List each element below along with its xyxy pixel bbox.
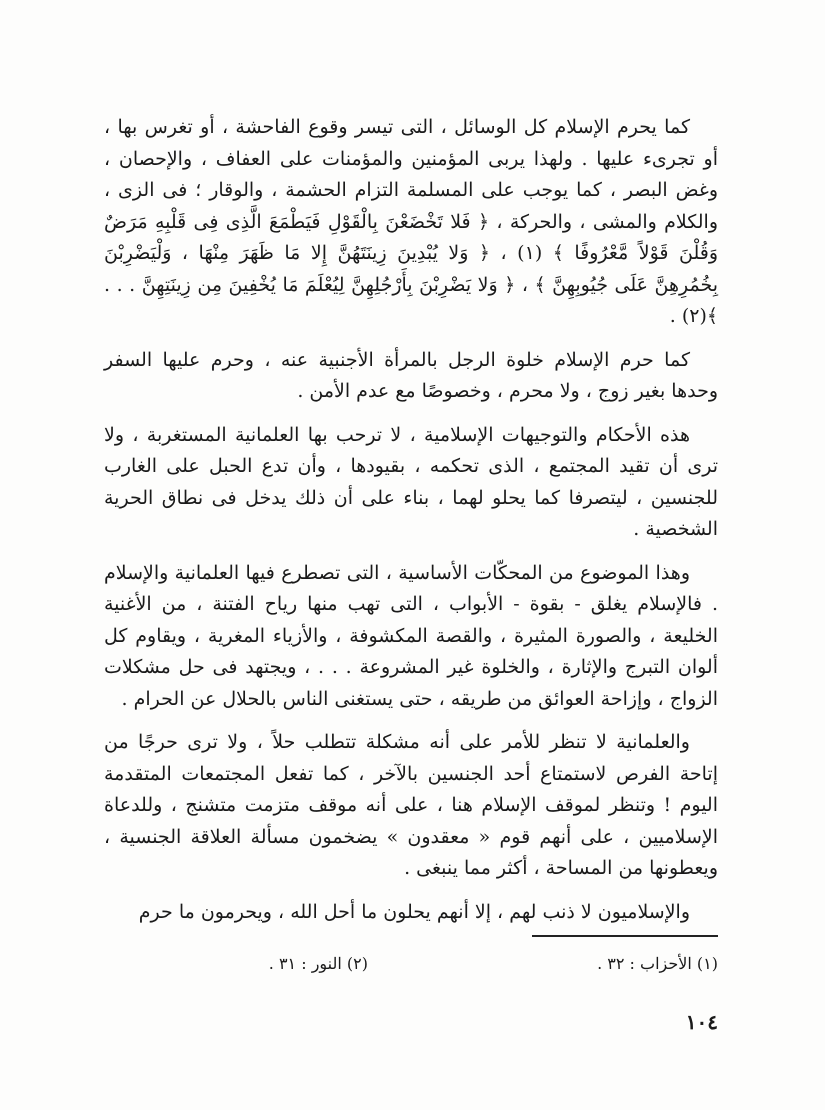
paragraph-1: كما يحرم الإسلام كل الوسائل ، التى تيسر وقوع الفاحشة ، أو تغرس بها ، أو تجرىء عليها . ولهذا يربى المؤمنين والمؤمنات على العفاف ، والإحصان ، وغض البصر ، كما يوجب على المسلمة التزام الحشمة ، والوقار ؛ فى الزى ، والكلام والمشى ، والحركة ، ﴿ فَلا تَخْضَعْنَ بِالْقَوْلِ فَيَطْمَعَ الَّذِى فِى قَلْبِهِ مَرَضٌ وَقُلْنَ قَوْلاً مَّعْرُوفًا ﴾ (١) ، ﴿ وَلا يُبْدِينَ زِينَتَهُنَّ إِلا مَا ظَهَرَ مِنْهَا ، وَلْيَضْرِبْنَ بِخُمُرِهِنَّ عَلَى جُيُوبِهِنَّ ﴾ ، ﴿ وَلا يَضْرِبْنَ بِأَرْجُلِهِنَّ لِيُعْلَمَ مَا يُخْفِينَ مِن زِينَتِهِنَّ . . . ﴾(٢) . (104, 116, 718, 327)
paragraph-5: والعلمانية لا تنظر للأمر على أنه مشكلة تتطلب حلاً ، ولا ترى حرجًا من إتاحة الفرص لاستمتاع أحد الجنسين بالآخر ، كما تفعل المجتمعات المتقدمة اليوم ! وتنظر لموقف الإسلام هنا ، على أنه موقف متزمت متشنج ، وللدعاة الإسلاميين ، على أنهم قوم « معقدون » يضخمون مسألة العلاقة الجنسية ، ويعطونها من المساحة ، أكثر مما ينبغى . (104, 731, 718, 879)
paragraph-3: هذه الأحكام والتوجيهات الإسلامية ، لا ترحب بها العلمانية المستغربة ، ولا ترى أن تقيد المجتمع ، الذى تحكمه ، بقيودها ، وأن تدع الحبل على الغارب للجنسين ، ليتصرفا كما يحلو لهما ، بناء على أن ذلك يدخل فى نطاق الحرية الشخصية . (104, 423, 718, 540)
page-number: ١٠٤ (685, 1010, 718, 1034)
paragraph-4: وهذا الموضوع من المحكّات الأساسية ، التى تصطرع فيها العلمانية والإسلام . فالإسلام يغلق - بقوة - الأبواب ، التى تهب منها رياح الفتنة ، من الأغنية الخليعة ، والصورة المثيرة ، والقصة المكشوفة ، والأزياء المغرية ، ويقاوم كل ألوان التبرج والإثارة ، والخلوة غير المشروعة . . . ، ويجتهد فى حل مشكلات الزواج ، وإزاحة العوائق من طريقه ، حتى يستغنى الناس بالحلال عن الحرام . (104, 561, 718, 710)
paragraph-6: والإسلاميون لا ذنب لهم ، إلا أنهم يحلون ما أحل الله ، ويحرمون ما حرم (138, 900, 690, 923)
body-text (104, 112, 718, 928)
footnote-divider (532, 935, 718, 937)
footnotes (200, 954, 718, 984)
footnote-1: (١) الأحزاب : ٣٢ . (597, 954, 718, 973)
paragraph-2: كما حرم الإسلام خلوة الرجل بالمرأة الأجنبية عنه ، وحرم عليها السفر وحدها بغير زوج ، ولا محرم ، وخصوصًا مع عدم الأمن . (104, 348, 718, 402)
footnote-2: (٢) النور : ٣١ . (268, 954, 368, 973)
